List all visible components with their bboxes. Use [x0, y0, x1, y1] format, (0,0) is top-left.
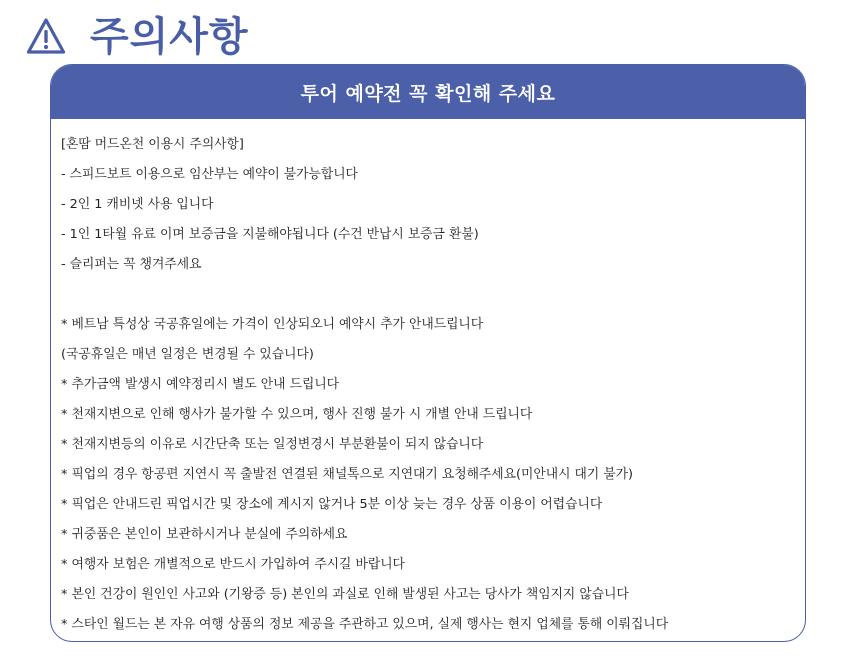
notice-content: [51, 119, 805, 640]
notice-banner: [51, 65, 805, 119]
caution-item: * 스타인 월드는 본 자유 여행 상품의 정보 제공을 주관하고 있으며, 실제 행사는 현지 업체를 통해 이뤄집니다: [61, 617, 669, 632]
list-item: - 스피드보트 이용으로 임산부는 예약이 불가능합니다: [61, 167, 358, 182]
caution-item: * 천재지변등의 이유로 시간단축 또는 일정변경시 부분환불이 되지 않습니다: [61, 437, 484, 452]
banner-text: 투어 예약전 꼭 확인해 주세요: [300, 82, 556, 105]
notice-card: [50, 64, 806, 642]
notice-heading: [혼땀 머드온천 이용시 주의사항]: [61, 137, 244, 152]
caution-item: * 귀중품은 본인이 보관하시거나 분실에 주의하세요: [61, 527, 348, 542]
spacer: [61, 280, 805, 310]
page-header: [26, 8, 249, 66]
list-item: - 2인 1 캐비넷 사용 입니다: [61, 197, 214, 212]
caution-item: * 본인 건강이 원인인 사고와 (기왕증 등) 본인의 과실로 인해 발생된 사고는 당사가 책임지지 않습니다: [61, 587, 629, 602]
caution-item: * 베트남 특성상 국공휴일에는 가격이 인상되오니 예약시 추가 안내드립니다: [61, 317, 484, 332]
page-title: 주의사항: [90, 14, 249, 60]
list-item: - 1인 1타월 유료 이며 보증금을 지불해야됩니다 (수건 반납시 보증금 환불): [61, 227, 479, 242]
caution-item: * 추가금액 발생시 예약정리시 별도 안내 드립니다: [61, 377, 340, 392]
caution-item: * 천재지변으로 인해 행사가 불가할 수 있으며, 행사 진행 불가 시 개별 안내 드립니다: [61, 407, 533, 422]
caution-item: * 여행자 보험은 개별적으로 반드시 가입하여 주시길 바랍니다: [61, 557, 405, 572]
list-item: - 슬리퍼는 꼭 챙겨주세요: [61, 257, 202, 272]
caution-item: (국공휴일은 매년 일정은 변경될 수 있습니다): [61, 347, 314, 362]
warning-icon: [26, 17, 66, 57]
caution-item: * 픽업의 경우 항공편 지연시 꼭 출발전 연결된 채널톡으로 지연대기 요청해주세요(미안내시 대기 불가): [61, 467, 634, 482]
caution-item: * 픽업은 안내드린 픽업시간 및 장소에 계시지 않거나 5분 이상 늦는 경우 상품 이용이 어렵습니다: [61, 497, 603, 512]
